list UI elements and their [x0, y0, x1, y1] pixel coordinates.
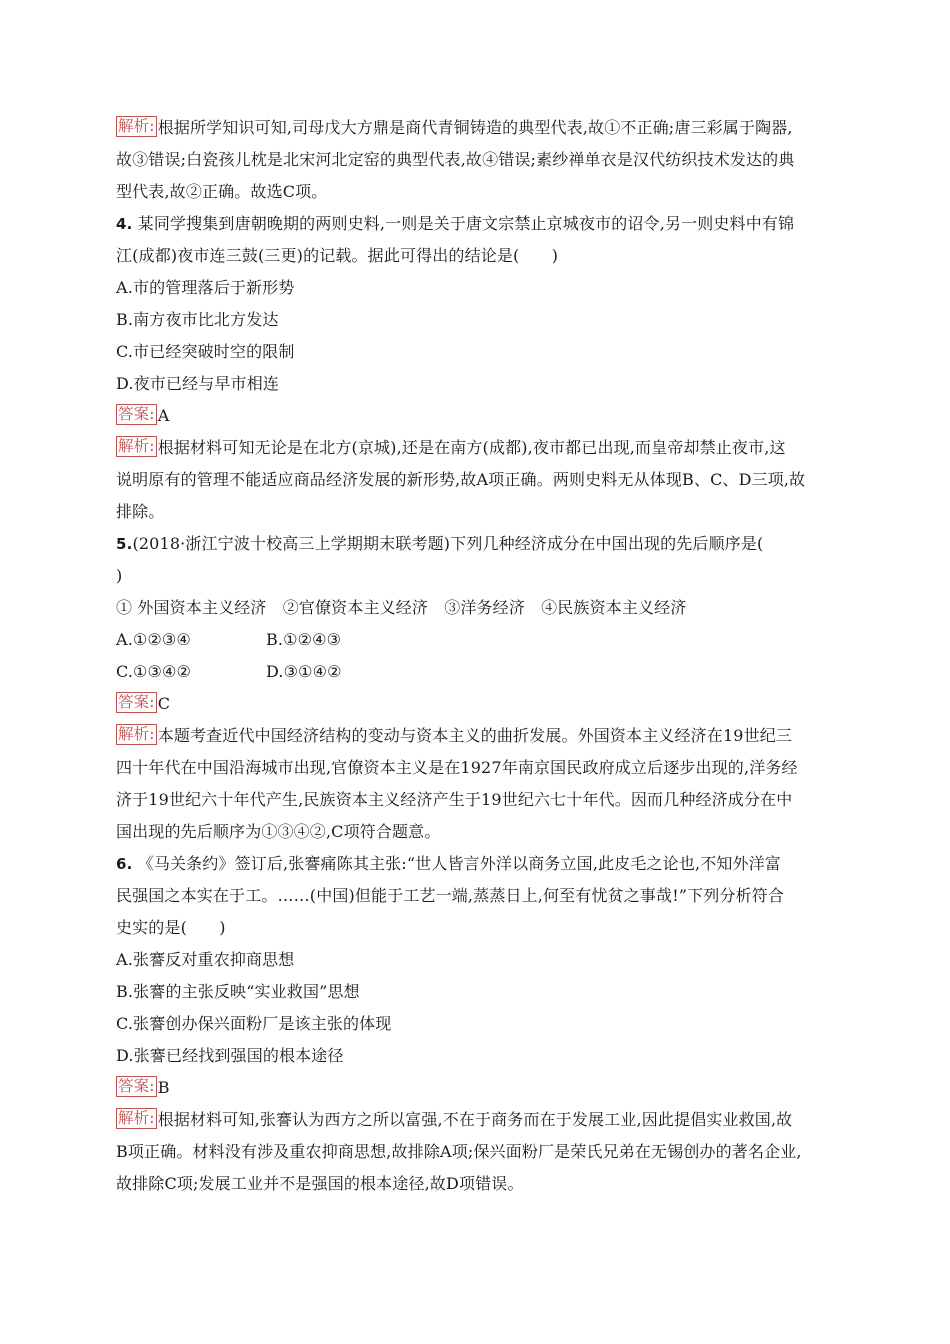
question-number: 6.	[116, 855, 133, 873]
answer-label: 答案:	[118, 1077, 155, 1095]
explanation-line: 解析: 本题考查近代中国经济结构的变动与资本主义的曲折发展。外国资本主义经济在19世纪三	[118, 725, 793, 745]
explanation-line: 济于19世纪六十年代产生,民族资本主义经济产生于19世纪六七十年代。因而几种经济成分在中	[116, 790, 793, 809]
explanation-line: 解析: 根据材料可知无论是在北方(京城),还是在南方(成都),夜市都已出现,而皇帝却禁止夜市,这	[118, 437, 786, 457]
explanation-line: 说明原有的管理不能适应商品经济发展的新形势,故A项正确。两则史料无从体现B、C、D三项,故	[116, 470, 806, 489]
explanation-line: 故排除C项;发展工业并不是强国的根本途径,故D项错误。	[116, 1174, 524, 1193]
question-stem-line: 4. 某同学搜集到唐朝晚期的两则史料,一则是关于唐文宗禁止京城夜市的诏令,另一则史料中有锦	[116, 214, 795, 233]
answer-label: 答案:	[118, 693, 155, 711]
question-5	[116, 528, 836, 848]
explanation-line: 故③错误;白瓷孩儿枕是北宋河北定窑的典型代表,故④错误;素纱禅单衣是汉代纺织技术发达的典	[116, 150, 795, 169]
explanation-line: 四十年代在中国沿海城市出现,官僚资本主义是在1927年南京国民政府成立后逐步出现的,洋务经	[116, 758, 798, 777]
option-d: D.③①④②	[266, 662, 342, 681]
answer-value: C	[157, 694, 171, 713]
explanation-line: B项正确。材料没有涉及重农抑商思想,故排除A项;保兴面粉厂是荣氏兄弟在无锡创办的著名企业,	[116, 1142, 802, 1161]
question-stem-line: 6. 《马关条约》签订后,张謇痛陈其主张:“世人皆言外洋以商务立国,此皮毛之论也,不知外洋富	[116, 854, 781, 873]
explanation-line: 国出现的先后顺序为①③④②,C项符合题意。	[116, 822, 441, 841]
question-number: 5.	[116, 535, 133, 553]
explanation-line: 型代表,故②正确。故选C项。	[116, 182, 328, 201]
document-page	[116, 112, 836, 1200]
answer-line	[116, 400, 836, 432]
explanation-line: 解析: 根据所学知识可知,司母戊大方鼎是商代青铜铸造的典型代表,故①不正确;唐三彩属于陶器,	[118, 117, 793, 137]
option-c: C.①③④②	[116, 662, 192, 681]
option-d: D.夜市已经与早市相连	[116, 374, 279, 393]
question-stem-line: 5.(2018·浙江宁波十校高三上学期期末联考题)下列几种经济成分在中国出现的先后顺序是(	[116, 534, 764, 553]
question-4	[116, 208, 836, 528]
question-stem-line: )	[116, 566, 123, 585]
option-b: B.①②④③	[266, 630, 342, 649]
question-number: 4.	[116, 215, 133, 233]
explanation-label: 解析:	[118, 437, 155, 455]
question-stem-line: 民强国之本实在于工。……(中国)但能于工艺一端,蒸蒸日上,何至有忧贫之事哉!”下列分析符合	[116, 886, 785, 905]
answer-line	[116, 1072, 836, 1104]
option-a: A.市的管理落后于新形势	[116, 278, 295, 297]
option-a: A.张謇反对重农抑商思想	[116, 950, 295, 969]
answer-label: 答案:	[118, 405, 155, 423]
option-b: B.张謇的主张反映“实业救国”思想	[116, 982, 360, 1001]
question-stem-line: 江(成都)夜市连三鼓(三更)的记载。据此可得出的结论是( )	[116, 246, 559, 265]
explanation-label: 解析:	[118, 725, 155, 743]
option-a: A.①②③④	[116, 630, 191, 649]
option-b: B.南方夜市比北方发达	[116, 310, 279, 329]
option-row	[116, 624, 836, 656]
option-c: C.张謇创办保兴面粉厂是该主张的体现	[116, 1014, 392, 1033]
option-row	[116, 656, 836, 688]
explanation-label: 解析:	[118, 117, 155, 135]
question-6	[116, 848, 836, 1200]
explanation-block-q3	[116, 112, 836, 208]
explanation-line: 排除。	[116, 502, 165, 521]
option-c: C.市已经突破时空的限制	[116, 342, 295, 361]
answer-line	[116, 688, 836, 720]
question-items: ① 外国资本主义经济 ②官僚资本主义经济 ③洋务经济 ④民族资本主义经济	[116, 598, 687, 617]
option-d: D.张謇已经找到强国的根本途径	[116, 1046, 344, 1065]
answer-value: A	[157, 406, 170, 425]
answer-value: B	[157, 1078, 170, 1097]
question-stem-line: 史实的是( )	[116, 918, 226, 937]
explanation-line: 解析: 根据材料可知,张謇认为西方之所以富强,不在于商务而在于发展工业,因此提倡实业救国,故	[118, 1109, 793, 1129]
explanation-label: 解析:	[118, 1109, 155, 1127]
